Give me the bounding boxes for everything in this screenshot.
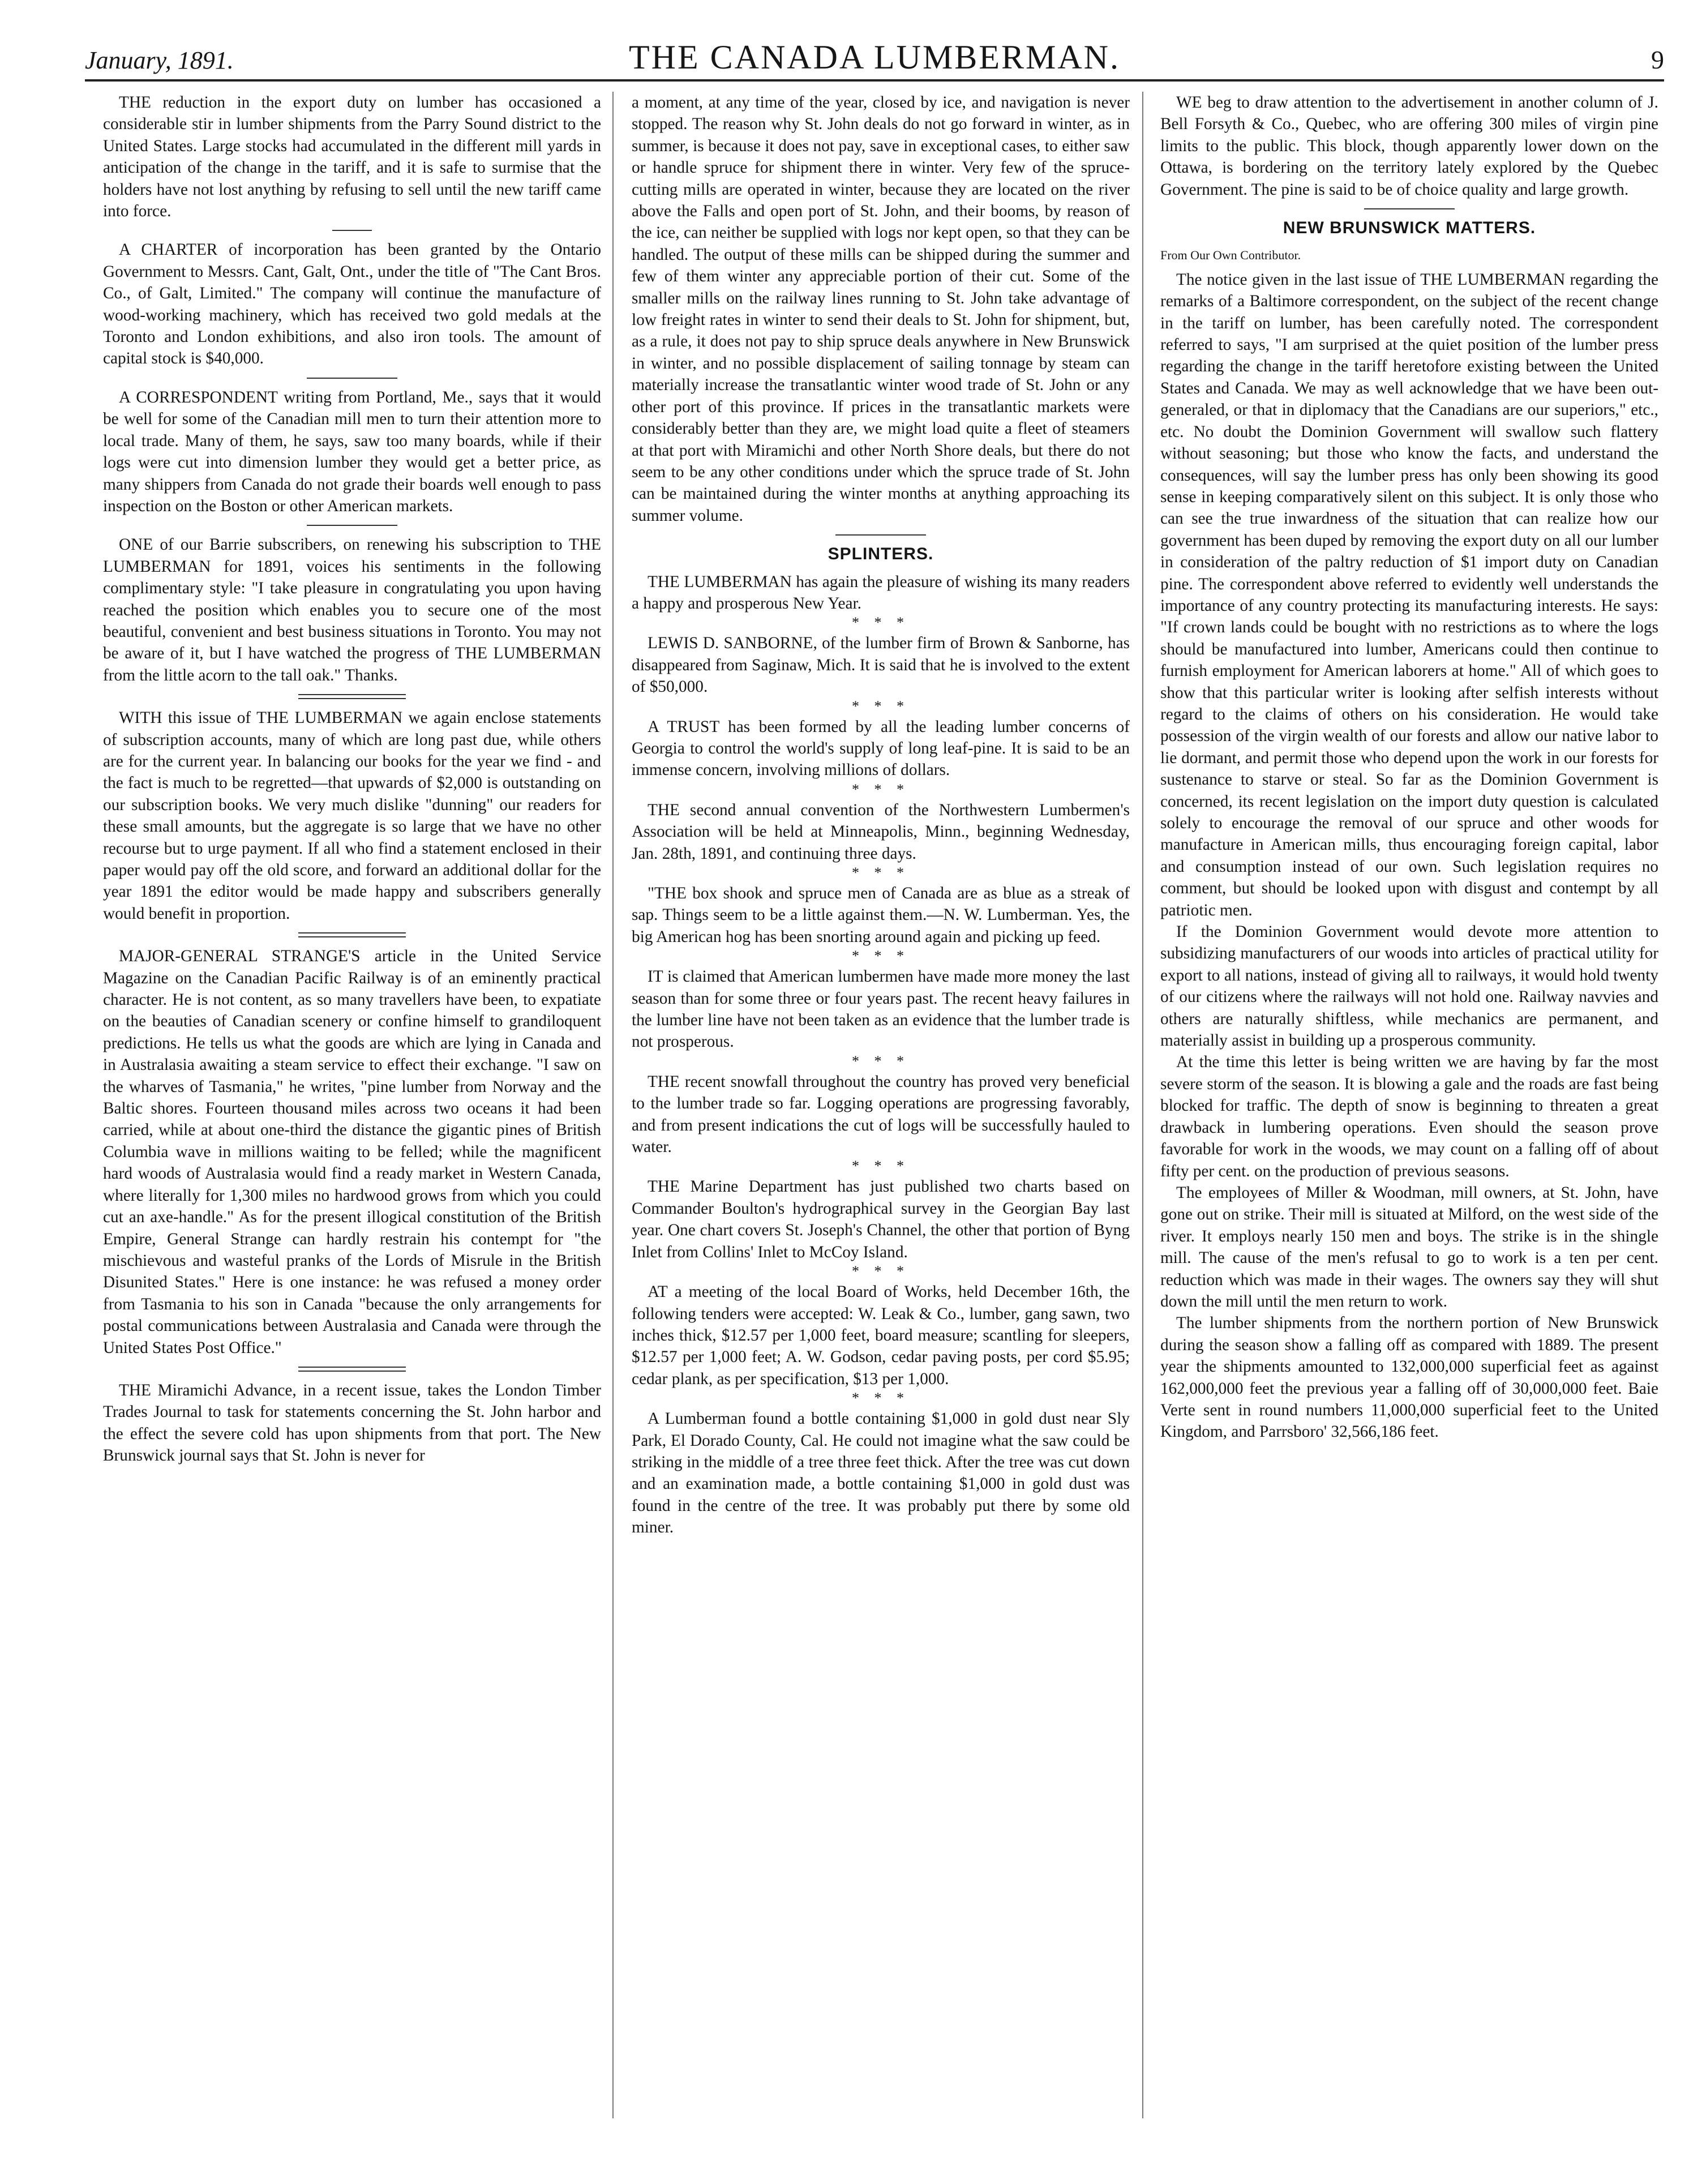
- asterism: * * *: [852, 614, 910, 631]
- paragraph-baltimore-correspondent: The notice given in the last issue of THE LUMBERMAN regarding the remarks of a Baltimore correspondent, on the subject of the recent change in the tariff on lumber, has been carefully noted. The correspondent referred to says, "I am surprised at the quiet position of the lumber press regarding the change in the tariff heretofore existing between the United States and Canada. We may as well acknowledge that we have been out-generaled, or that in diplomacy that the Canadians are our superiors," etc., etc. No doubt the Dominion Government will swallow such flattery without seasoning; but those who know the facts, and understand the consequences, will say the lumber press has only been showing its good sense in keeping comparatively silent on this subject. It is only those who can see the true inwardness of the situation that can realize how our government has been duped by removing the export duty on all our lumber in consideration of the paltry reduction of $1 import duty on Canadian pine. The correspondent above referred to evidently well understands the importance of any country protecting its manufacturing interests. He says: "If crown lands could be bought with no restrictions as to where the logs should be manufactured into lumber, Americans could then continue to furnish employment for American laborers at home." All of which goes to show that this particular writer is looking after selfish interests without regard to the claims of others on his consideration. He would take possession of the virgin wealth of our forests and allow our native labor to lie dormant, and permit those who depend upon the work in our forests for sustenance to starve or steal. So far as the Dominion Government is concerned, its recent legislation on the import duty question is calculated solely to encourage the removal of our spruce and other woods for manufacture in American mills, thus encouraging foreign capital, labor and consumption instead of our own. Such legislation requires no comment, but should be looked upon with disgust and contempt by all patriotic men.: [1160, 270, 1658, 919]
- byline: From Our Own Contributor.: [1160, 248, 1301, 263]
- separator-rule: [298, 1367, 406, 1372]
- separator-rule: [1364, 208, 1455, 209]
- column-1: [103, 92, 601, 2130]
- paragraph-export-duty: THE reduction in the export duty on lumber has occasioned a considerable stir in lumber shipments from the Parry Sound district to the United States. Large stocks had accumulated in the different mill yards in anticipation of the change in the tariff, and it is safe to surmise that the holders have not lost anything by refusing to sell until the new tariff came into force.: [103, 93, 601, 221]
- column-divider: [612, 92, 614, 2118]
- section-heading-new-brunswick: NEW BRUNSWICK MATTERS.: [1283, 219, 1536, 238]
- separator-rule: [307, 525, 397, 526]
- paragraph-dominion-government: If the Dominion Government would devote more attention to subsidizing manufacturers of our woods into articles of practical utility for export to all nations, instead of giving all to railways, it would hold twenty of our citizens where the railways will not hold one. Railway navvies and others are naturally shiftless, while mechanics are permanent, and materially assist in building up a prosperous community.: [1160, 923, 1658, 1050]
- splinter-item: IT is claimed that American lumbermen have made more money the last season than for some three or four years past. The recent heavy failures in the lumber line have not been taken as an evidence that the lumber trade is not prosperous.: [632, 967, 1130, 1051]
- separator-rule: [332, 230, 372, 231]
- separator-rule: [835, 534, 926, 536]
- column-3: [1160, 92, 1658, 2130]
- masthead: [85, 40, 1664, 82]
- paragraph-strike: The employees of Miller & Woodman, mill owners, at St. John, have gone out on strike. Their mill is situated at Milford, on the west side of the river. It employs nearly 150 men and boys. The strike is in the shingle mill. The cause of the men's refusal to go to work is a ten per cent. reduction which was made in their wages. The owners say they will shut down the mill until the men return to work.: [1160, 1183, 1658, 1311]
- separator-rule: [307, 378, 397, 379]
- splinter-item: THE LUMBERMAN has again the pleasure of wishing its many readers a happy and prosperous New Year.: [632, 572, 1130, 613]
- page-number: 9: [1651, 45, 1664, 74]
- paragraph-barrie-subscriber: ONE of our Barrie subscribers, on renewing his subscription to THE LUMBERMAN for 1891, voices his sentiments in the following complimentary style: "I take pleasure in congratulating you upon having reached the position which enables you to secure one of the most beautiful, convenient and best business situations in Toronto. You may not be aware of it, but I have watched the progress of THE LUMBERMAN from the little acorn to the tall oak." Thanks.: [103, 536, 601, 684]
- newspaper-title: THE CANADA LUMBERMAN.: [628, 38, 1121, 76]
- asterism: * * *: [852, 1390, 910, 1407]
- separator-rule: [298, 932, 406, 937]
- section-heading-splinters: SPLINTERS.: [828, 545, 934, 564]
- asterism: * * *: [852, 1052, 910, 1069]
- asterism: * * *: [852, 948, 910, 965]
- paragraph-charter: A CHARTER of incorporation has been granted by the Ontario Government to Messrs. Cant, Galt, Ont., under the title of "The Cant Bros. Co., of Galt, Limited." The company will continue the manufacture of wood-working machinery, which has received two gold medals at the Toronto and London exhibitions, and also iron tools. The amount of capital stock is $40,000.: [103, 241, 601, 368]
- paragraph-bell-forsyth: WE beg to draw attention to the advertisement in another column of J. Bell Forsyth & Co., Quebec, who are offering 300 miles of virgin pine limits to the public. This block, though apparently lower down on the Ottawa, is bordering on the territory lately explored by the Quebec Government. The pine is said to be of choice quality and large growth.: [1160, 93, 1658, 199]
- paragraph-subscription-accounts: WITH this issue of THE LUMBERMAN we again enclose statements of subscription accounts, many of which are long past due, while others are for the current year. In balancing our books for the year we find - and the fact is much to be regretted—that upwards of $2,000 is outstanding on our subscription books. We very much dislike "dunning" our readers for these small amounts, but the aggregate is so large that we have no other recourse but to urge payment. If all who find a statement enclosed in their paper would pay off the old score, and forward an additional dollar for the year 1891 the editor would be made happy and subscribers generally would benefit in proportion.: [103, 709, 601, 923]
- paragraph-st-john-continued: a moment, at any time of the year, closed by ice, and navigation is never stopped. The reason why St. John deals do not go forward in winter, as in summer, is because it does not pay, save in exceptional cases, to either saw or handle spruce for shipment there in winter. Very few of the spruce-cutting mills are operated in winter, because they are located on the river above the Falls and open port of St. John, and their booms, by reason of the ice, can neither be supplied with logs nor kept open, so that they can be handled. The output of these mills can be shipped during the summer and few of them winter any appreciable portion of their cut. Some of the smaller mills on the railway lines running to St. John take advantage of low freight rates in winter to send their deals to St. John for shipment, but, as a rule, it does not pay to ship spruce deals anywhere in New Brunswick in winter, and no possible displacement of sailing tonnage by steam can materially increase the transatlantic winter wood trade of St. John or any other port of this province. If prices in the transatlantic markets were considerably better than they are, we might load quite a fleet of steamers at that port with Miramichi and other North Shore deals, but there do not seem to be any other conditions under which the spruce trade of St. John can be maintained during the winter months at anything approaching its summer volume.: [632, 93, 1130, 525]
- paragraph-correspondent: A CORRESPONDENT writing from Portland, Me., says that it would be well for some of the Canadian mill men to turn their attention more to local trade. Many of them, he says, saw too many boards, while if their logs were cut into dimension lumber they would get a better price, as many shippers from Canada do not grade their boards well enough to pass inspection on the Boston or other American markets.: [103, 388, 601, 515]
- paragraph-lumber-shipments: The lumber shipments from the northern portion of New Brunswick during the season show a falling off as compared with 1889. The present year the shipments amounted to 132,000,000 superficial feet as against 162,000,000 feet the previous year a falling off of 30,000,000 feet. Baie Verte sent in round numbers 11,000,000 superficial feet to the United Kingdom, and Parrsboro' 32,566,186 feet.: [1160, 1314, 1658, 1441]
- splinter-item: "THE box shook and spruce men of Canada are as blue as a streak of sap. Things seem to be a little against them.—N. W. Lumberman. Yes, the big American hog has been snorting around again and picking up feed.: [632, 884, 1130, 946]
- splinter-item: A TRUST has been formed by all the leading lumber concerns of Georgia to control the world's supply of long leaf-pine. It is said to be an immense concern, involving millions of dollars.: [632, 717, 1130, 780]
- issue-date: January, 1891.: [85, 46, 234, 74]
- paragraph-major-general-strange: MAJOR-GENERAL STRANGE'S article in the United Service Magazine on the Canadian Pacific Railway is of an eminently practical character. He is not content, as so many travellers have been, to expatiate on the beauties of Canadian scenery or confine himself to grandiloquent predictions. He tells us what the goods are which are lying in Canada and in Australasia awaiting a steam service to effect their exchange. "I saw on the wharves of Tasmania," he writes, "pine lumber from Norway and the Baltic shores. Fourteen thousand miles across two oceans it had been carried, while at about one-third the distance the gigantic pines of British Columbia wave in millions waiting to be felled; while the magnificent hard woods of Australasia would find a ready market in Western Canada, where literally for 1,300 miles no hardwood grows from which you could cut an axe-handle." As for the present illogical constitution of the British Empire, General Strange can hardly restrain his contempt for "the mischievous and wasteful pranks of the Lords of Misrule in the British Disunited States." Here is one instance: he was refused a money order from Tasmania to his son in Canada "because the only arrangements for postal communications between Australasia and Canada were through the United States Post Office.": [103, 947, 601, 1357]
- separator-rule: [298, 694, 406, 699]
- splinter-item: THE Marine Department has just published two charts based on Commander Boulton's hydrographical survey in the Georgian Bay last year. One chart covers St. Joseph's Channel, the other that portion of Byng Inlet from Collins' Inlet to McCoy Island.: [632, 1177, 1130, 1261]
- paragraph-miramichi-advance: THE Miramichi Advance, in a recent issue, takes the London Timber Trades Journal to task for statements concerning the St. John harbor and the effect the severe cold has upon shipments from that port. The New Brunswick journal says that St. John is never for: [103, 1381, 601, 1465]
- splinter-item: THE second annual convention of the Northwestern Lumbermen's Association will be held at Minneapolis, Minn., beginning Wednesday, Jan. 28th, 1891, and continuing three days.: [632, 800, 1130, 863]
- asterism: * * *: [852, 781, 910, 798]
- asterism: * * *: [852, 864, 910, 881]
- splinter-item: AT a meeting of the local Board of Works, held December 16th, the following tenders were accepted: W. Leak & Co., lumber, gang sawn, two inches thick, $12.57 per 1,000 feet, board measure; scantling for sleepers, $12.57 per 1,000 feet; A. W. Godson, cedar paving posts, per cord $5.95; cedar plank, as per specification, $13 per 1,000.: [632, 1283, 1130, 1388]
- asterism: * * *: [852, 1263, 910, 1280]
- splinter-item: LEWIS D. SANBORNE, of the lumber firm of Brown & Sanborne, has disappeared from Saginaw, Mich. It is said that he is involved to the extent of $50,000.: [632, 634, 1130, 696]
- splinter-item: THE recent snowfall throughout the country has proved very beneficial to the lumber trade so far. Logging operations are progressing favorably, and from present indications the cut of logs will be successfully hauled to water.: [632, 1072, 1130, 1157]
- paragraph-storm: At the time this letter is being written we are having by far the most severe storm of the season. It is blowing a gale and the roads are fast being blocked for traffic. The depth of snow is beginning to threaten a great drawback in lumbering operations. Even should the season prove favorable for work in the woods, we may count on a falling off of about fifty per cent. on the production of previous seasons.: [1160, 1053, 1658, 1180]
- asterism: * * *: [852, 1158, 910, 1175]
- column-divider: [1142, 92, 1143, 2118]
- asterism: * * *: [852, 697, 910, 714]
- column-2: [632, 92, 1130, 2130]
- splinter-item: A Lumberman found a bottle containing $1,000 in gold dust near Sly Park, El Dorado County, Cal. He could not imagine what the saw could be striking in the middle of a tree three feet thick. After the tree was cut down and an examination made, a bottle containing $1,000 in gold dust was found in the centre of the tree. It was probably put there by some old miner.: [632, 1410, 1130, 1537]
